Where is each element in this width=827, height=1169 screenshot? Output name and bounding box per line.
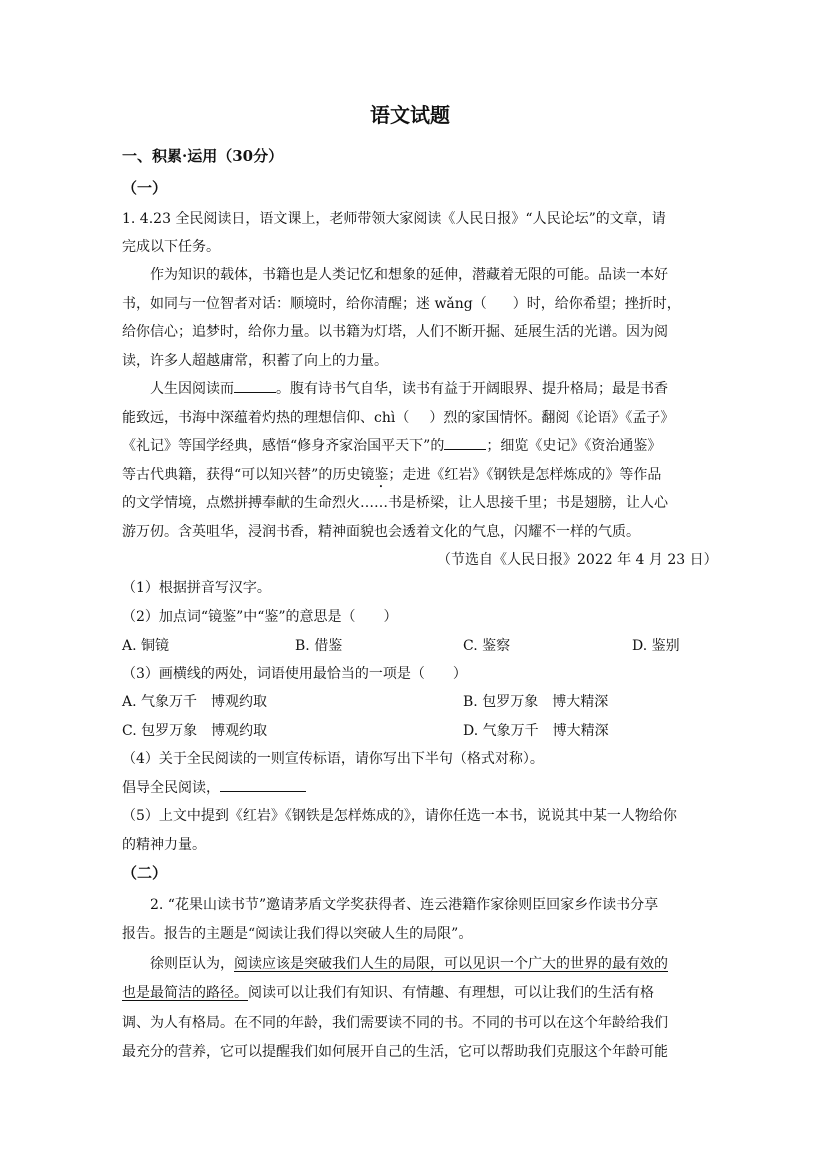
passage-text: 《礼记》等国学经典，感悟“修身齐家治国平天下”的 [122, 438, 445, 454]
part-heading-2: （二） [122, 864, 168, 882]
option-c[interactable]: C. 鉴察 [463, 638, 511, 654]
passage-p2-line-6: 游万仞。含英咀华，浸润书香，精神面貌也会透着文化的气息，闪耀不一样的气质。 [122, 524, 640, 540]
option-a[interactable]: A. 气象万千 博观约取 [122, 694, 268, 710]
option-a[interactable]: A. 铜镜 [122, 638, 170, 654]
answer-blank[interactable] [220, 778, 306, 792]
passage-p2-line-3 [122, 436, 661, 456]
slogan-text: 倡导全民阅读， [122, 780, 220, 796]
passage-text: 等古代典籍，获得“可以知兴替”的历史镜 [122, 467, 375, 483]
underlined-sentence: 也是最简洁的路径。 [122, 985, 248, 1001]
passage-text: ；走进《红岩》《钢铁是怎样炼成的》等作品 [388, 467, 662, 483]
passage-text: 徐则臣认为， [150, 956, 234, 972]
passage-p2-line-2 [122, 408, 674, 428]
q2-line-3 [150, 954, 668, 974]
q2-line-4 [122, 983, 654, 1003]
subquestion-4: （4）关于全民阅读的一则宣传标语，请你写出下半句（格式对称）。 [122, 751, 544, 767]
part-heading-1: （一） [122, 179, 168, 197]
dotted-word: 鉴 [374, 467, 389, 483]
passage-p1-line-2 [122, 294, 681, 314]
underlined-sentence: 阅读应该是突破我们人生的局限，可以见识一个广大的世界的最有效的 [234, 956, 668, 972]
passage-p1-line-1: 作为知识的载体，书籍也是人类记忆和想象的延伸，潜藏着无限的可能。品读一本好 [150, 267, 668, 283]
passage-p2-line-1 [150, 379, 668, 399]
passage-p1-line-4: 读，许多人超越庸常，积蓄了向上的力量。 [122, 353, 388, 369]
option-b[interactable]: B. 借鉴 [295, 638, 343, 654]
page-title: 语文试题 [370, 103, 450, 127]
q2-line-1: 2. “花果山读书节”邀请茅盾文学奖获得者、连云港籍作家徐则臣回家乡作读书分享 [150, 897, 659, 913]
passage-p2-line-4 [122, 465, 661, 491]
subquestion-5-line-2: 的精神力量。 [122, 837, 206, 853]
passage-text: ）烈的家国情怀。翻阅《论语》《孟子》 [429, 410, 675, 426]
subquestion-2: （2）加点词“镜鉴”中“鉴”的意思是（ ） [122, 609, 398, 625]
passage-text: 书，如同与一位智者对话：顺境时，给你清醒；迷 wǎng（ [122, 296, 487, 312]
q2-line-6: 最充分的营养，它可以提醒我们如何展开自己的生活，它可以帮助我们克服这个年龄可能 [122, 1044, 668, 1060]
section-heading: 一、积累·运用（30分） [122, 147, 284, 165]
answer-blank[interactable] [444, 436, 486, 450]
passage-text: 能致远，书海中深蕴着灼热的理想信仰、chì（ [122, 410, 410, 426]
passage-p2-line-5: 的文学情境，点燃拼搏奉献的生命烈火……书是桥梁，让人思接千里；书是翅膀，让人心 [122, 495, 668, 511]
subquestion-5-line-1: （5）上文中提到《红岩》《钢铁是怎样炼成的》，请你任选一本书，说说其中某一人物给你 [122, 808, 677, 824]
passage-p1-line-3: 给你信心；追梦时，给你力量。以书籍为灯塔，人们不断开掘、延展生活的光谱。因为阅 [122, 324, 668, 340]
q1-intro-line-1: 1. 4.23 全民阅读日，语文课上，老师带领大家阅读《人民日报》“人民论坛”的文章，请 [122, 211, 666, 227]
answer-blank[interactable] [234, 379, 276, 393]
passage-text: 。腹有诗书气自华，读书有益于开阔眼界、提升格局；最是书香 [276, 381, 668, 397]
option-d[interactable]: D. 气象万千 博大精深 [463, 723, 609, 739]
subquestion-1: （1）根据拼音写汉字。 [122, 580, 271, 596]
passage-text: ；细览《史记》《资治通鉴》 [486, 438, 662, 454]
slogan-prompt [122, 778, 306, 798]
q2-line-2: 报告。报告的主题是“阅读让我们得以突破人生的局限”。 [122, 926, 473, 942]
subquestion-3: （3）画横线的两处，词语使用最恰当的一项是（ ） [122, 666, 467, 682]
passage-text: 人生因阅读而 [150, 381, 234, 397]
passage-text: ）时，给你希望；挫折时， [512, 296, 681, 312]
q2-line-5: 调、为人有格局。在不同的年龄，我们需要读不同的书。不同的书可以在这个年龄给我们 [122, 1015, 668, 1031]
option-d[interactable]: D. 鉴别 [632, 638, 680, 654]
option-b[interactable]: B. 包罗万象 博大精深 [463, 694, 609, 710]
option-c[interactable]: C. 包罗万象 博观约取 [122, 723, 268, 739]
passage-text: 阅读可以让我们有知识、有情趣、有理想，可以让我们的生活有格 [248, 985, 654, 1001]
q1-intro-line-2: 完成以下任务。 [122, 239, 220, 255]
passage-source: （节选自《人民日报》2022 年 4 月 23 日） [437, 552, 718, 568]
